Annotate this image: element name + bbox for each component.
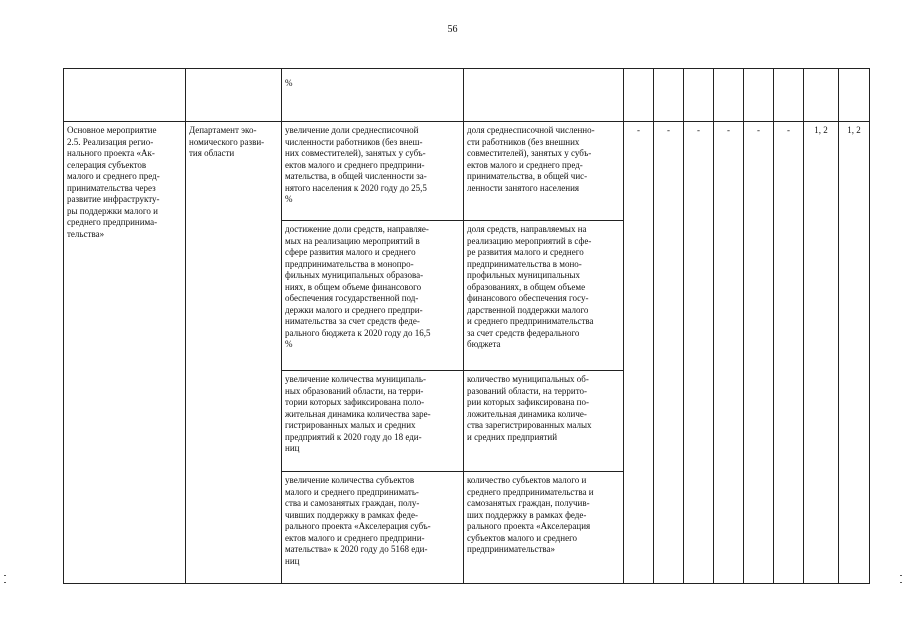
cell-executor: Департамент эко- номического разви- тия области — [186, 122, 282, 584]
cell-empty — [186, 69, 282, 122]
scan-mark-right — [900, 575, 902, 576]
cell-mark: - — [684, 122, 714, 584]
cell-indicator: доля среднесписочной численно- сти работников (без внешних совместителей), занятых у субъ- ектов малого и среднего пред- принимательства, в общей чис- ленности занятого населения — [464, 122, 624, 221]
cell-mark: - — [654, 122, 684, 584]
page-number: 56 — [447, 24, 458, 35]
cell-empty — [464, 69, 624, 122]
cell-empty — [714, 69, 744, 122]
cell-empty — [684, 69, 714, 122]
cell-empty — [64, 69, 186, 122]
cell-mark: - — [714, 122, 744, 584]
cell-indicator: количество муниципальных об- разований области, на террито- рии которых зафиксирована по- ложительная динамика количе- ства зарегистрированных малых и средних предприятий — [464, 371, 624, 472]
cell-mark: - — [624, 122, 654, 584]
cell-expected-result: увеличение количества муниципаль- ных образований области, на терри- тории которых зафиксирована поло- жительная динамика количества заре- гистрированных малых и средних предприятий к 2020 году до 18 еди- ниц — [282, 371, 464, 472]
cell-empty — [839, 69, 870, 122]
cell-empty — [744, 69, 774, 122]
cell-empty — [774, 69, 804, 122]
table-row-continuation — [64, 69, 870, 122]
scan-mark-left — [4, 575, 6, 576]
cell-mark: 1, 2 — [839, 122, 870, 584]
cell-empty — [654, 69, 684, 122]
cell-mark: - — [774, 122, 804, 584]
table-row — [64, 122, 870, 221]
cell-indicator: доля средств, направляемых на реализацию мероприятий в сфе- ре развития малого и среднего предпринимательства в моно- профильных муниципальных образованиях, в общем объеме финансового обеспечения госу- дарственной поддержки малого и среднего предпринимательства за счет средств федерального бюджета — [464, 221, 624, 371]
cell-activity: Основное мероприятие 2.5. Реализация регио- нального проекта «Ак- селерация субъектов малого и среднего пред- принимательства через развитие инфраструкту- ры поддержки малого и среднего предпринима- тельства» — [64, 122, 186, 584]
cell-empty — [624, 69, 654, 122]
scan-mark-right — [900, 582, 902, 583]
cell-expected-result: увеличение количества субъектов малого и среднего предпринимать- ства и самозанятых граждан, полу- чивших поддержку в рамках феде- рального проекта «Акселерация субъ- ектов малого и среднего предприни- мательства» к 2020 году до 5168 еди- ниц — [282, 472, 464, 584]
cell-empty — [804, 69, 839, 122]
cell-indicator: количество субъектов малого и среднего предпринимательства и самозанятых граждан, получив- ших поддержку в рамках феде- рального проекта «Акселерация субъектов малого и среднего предпринимательства» — [464, 472, 624, 584]
measures-table — [63, 68, 870, 584]
scan-mark-left — [4, 582, 6, 583]
cell-mark: 1, 2 — [804, 122, 839, 584]
cell-unit: % — [282, 69, 464, 122]
cell-expected-result: увеличение доли среднесписочной численности работников (без внеш- них совместителей), занятых у субъ- ектов малого и среднего предприни- мательства, в общей численности за- нятого населения к 2020 году до 25,5 % — [282, 122, 464, 221]
cell-mark: - — [744, 122, 774, 584]
cell-expected-result: достижение доли средств, направляе- мых на реализацию мероприятий в сфере развития малого и среднего предпринимательства в монопро- фильных муниципальных образова- ниях, в общем объеме финансового обеспечения государственной под- держки малого и среднего предпри- нимательства за счет средств феде- рального бюджета к 2020 году до 16,5 % — [282, 221, 464, 371]
